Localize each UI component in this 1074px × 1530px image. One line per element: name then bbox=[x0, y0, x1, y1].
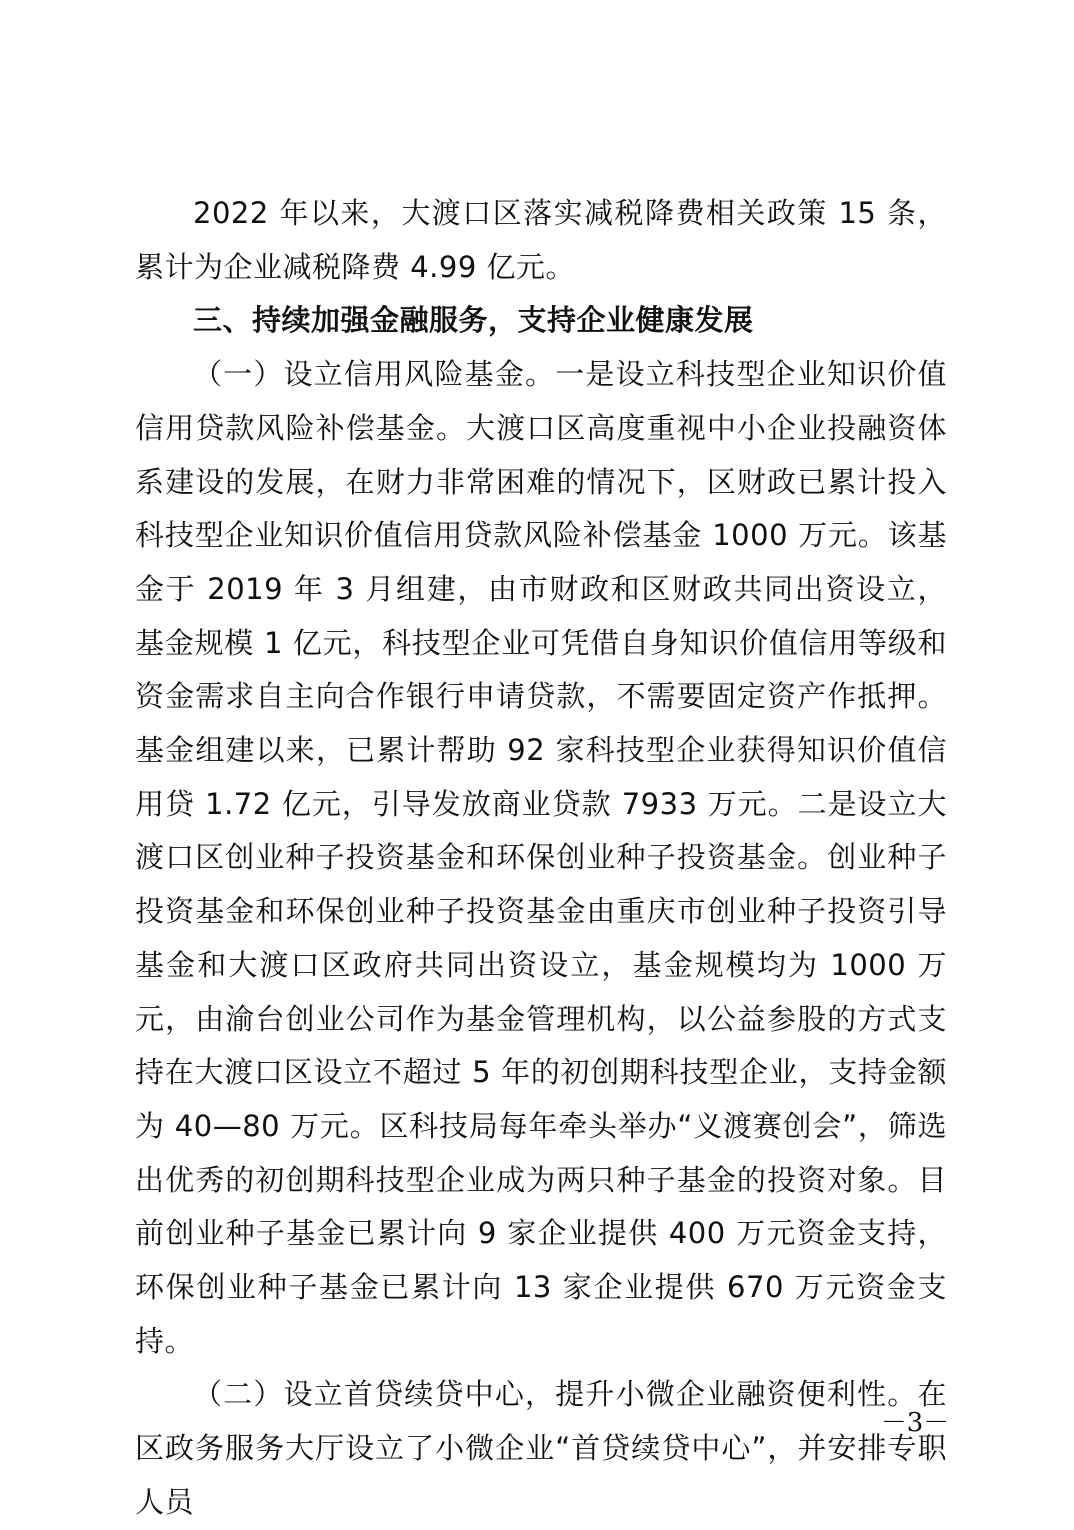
paragraph-text: 在区政务服务大厅设立了小微企业“首贷续贷中心”，并安排专职人员 bbox=[135, 1377, 947, 1519]
paragraph-credit-risk-fund bbox=[135, 348, 947, 1368]
paragraph-tax-reduction bbox=[135, 187, 947, 294]
heading-text: 三、持续加强金融服务，支持企业健康发展 bbox=[193, 303, 754, 338]
paragraph-text: 2022 年以来，大渡口区落实减税降费相关政策 15 条，累计为企业减税降费 4.99 亿元。 bbox=[135, 196, 947, 284]
section-heading-financial-services bbox=[135, 294, 947, 348]
document-body bbox=[135, 187, 947, 1530]
paragraph-loan-center bbox=[135, 1368, 947, 1529]
subsection-lead: （一）设立信用风险基金。 bbox=[193, 357, 556, 392]
page-number: －3－ bbox=[880, 1408, 950, 1438]
paragraph-text: 一是设立科技型企业知识价值信用贷款风险补偿基金。大渡口区高度重视中小企业投融资体系建设的发展，在财力非常困难的情况下，区财政已累计投入科技型企业知识价值信用贷款风险补偿基金 1000 万元。该基金于 2019 年 3 月组建，由市财政和区财政共同出资设立，基金规模 1 亿元，科技型企业可凭借自身知识价值信用等级和资金需求自主向合作银行申请贷款，不需要固定资产作抵押。基金组建以来，已累计帮助 92 家科技型企业获得知识价值信用贷 1.72 亿元，引导发放商业贷款 7933 万元。二是设立大渡口区创业种子投资基金和环保创业种子投资基金。创业种子投资基金和环保创业种子投资基金由重庆市创业种子投资引导基金和大渡口区政府共同出资设立，基金规模均为 1000 万元，由渝台创业公司作为基金管理机构，以公益参股的方式支持在大渡口区设立不超过 5 年的初创期科技型企业，支持金额为 40—80 万元。区科技局每年牵头举办“义渡赛创会”，筛选出优秀的初创期科技型企业成为两只种子基金的投资对象。目前创业种子基金已累计向 9 家企业提供 400 万元资金支持，环保创业种子基金已累计向 13 家企业提供 670 万元资金支持。 bbox=[135, 357, 947, 1358]
subsection-lead: （二）设立首贷续贷中心，提升小微企业融资便利性。 bbox=[193, 1377, 918, 1412]
